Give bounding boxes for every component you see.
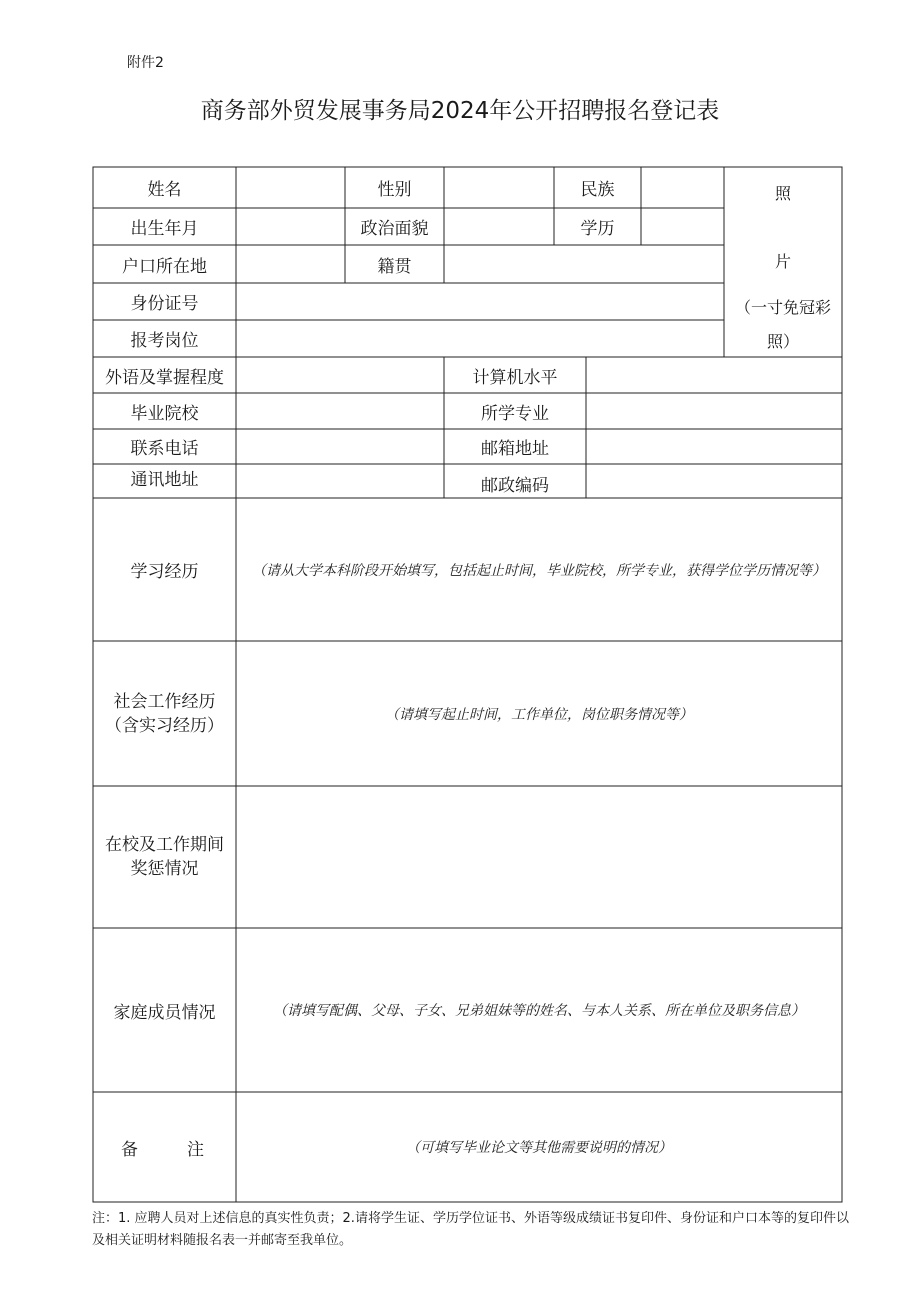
photo-label-line2: 片 bbox=[774, 252, 791, 271]
study-history-field[interactable] bbox=[236, 498, 842, 641]
label-gender: 性别 bbox=[377, 180, 412, 200]
foreign-language-field[interactable] bbox=[236, 357, 444, 393]
photo-label-line4: 照） bbox=[766, 332, 799, 351]
label-id-number: 身份证号 bbox=[130, 294, 199, 314]
label-awards-line1: 在校及工作期间 bbox=[105, 835, 224, 855]
label-email: 邮箱地址 bbox=[481, 439, 549, 459]
postcode-field[interactable] bbox=[586, 464, 842, 498]
label-foreign-language: 外语及掌握程度 bbox=[105, 367, 224, 388]
graduate-school-field[interactable] bbox=[236, 393, 444, 429]
position-field[interactable] bbox=[236, 320, 724, 357]
footnote: 注：1. 应聘人员对上述信息的真实性负责；2.请将学生证、学历学位证书、外语等级成绩证书复印件、身份证和户口本等的复印件以及相关证明材料随报名表一并邮寄至我单位。 bbox=[92, 1211, 849, 1248]
email-field[interactable] bbox=[586, 429, 842, 464]
photo-label-line3: （一寸免冠彩 bbox=[734, 298, 831, 317]
label-work-history bbox=[93, 641, 236, 786]
label-phone: 联系电话 bbox=[130, 439, 199, 459]
hukou-field[interactable] bbox=[236, 245, 345, 283]
label-remarks-part2: 注 bbox=[187, 1139, 204, 1160]
ethnicity-field[interactable] bbox=[641, 167, 724, 208]
label-family: 家庭成员情况 bbox=[113, 1002, 216, 1023]
work-history-hint: （请填写起止时间，工作单位，岗位职务情况等） bbox=[385, 706, 693, 723]
native-place-field[interactable] bbox=[444, 245, 724, 283]
label-study-history: 学习经历 bbox=[130, 562, 199, 582]
label-address: 通讯地址 bbox=[130, 469, 199, 490]
label-birth: 出生年月 bbox=[130, 219, 199, 239]
study-history-hint: （请从大学本科阶段开始填写，包括起止时间，毕业院校，所学专业，获得学位学历情况等） bbox=[252, 562, 826, 579]
remarks-field[interactable] bbox=[236, 1092, 842, 1202]
phone-field[interactable] bbox=[236, 429, 444, 464]
birth-field[interactable] bbox=[236, 208, 345, 245]
label-awards-line2: 奖惩情况 bbox=[130, 859, 199, 879]
gender-field[interactable] bbox=[444, 167, 554, 208]
label-native-place: 籍贯 bbox=[377, 256, 412, 277]
label-graduate-school: 毕业院校 bbox=[130, 403, 199, 424]
label-remarks bbox=[93, 1092, 236, 1202]
label-name: 姓名 bbox=[147, 180, 182, 200]
family-field[interactable] bbox=[236, 928, 842, 1092]
label-major: 所学专业 bbox=[481, 403, 549, 424]
work-history-field[interactable] bbox=[236, 641, 842, 786]
label-remarks-part1: 备 bbox=[121, 1139, 138, 1160]
id-number-field[interactable] bbox=[236, 283, 724, 320]
label-work-history-line2: （含实习经历） bbox=[105, 715, 224, 736]
label-education: 学历 bbox=[580, 219, 615, 239]
photo-label-line1: 照 bbox=[774, 184, 791, 203]
label-ethnicity: 民族 bbox=[580, 180, 615, 200]
education-field[interactable] bbox=[641, 208, 724, 245]
major-field[interactable] bbox=[586, 393, 842, 429]
label-awards bbox=[93, 786, 236, 928]
computer-level-field[interactable] bbox=[586, 357, 842, 393]
label-postcode: 邮政编码 bbox=[481, 475, 549, 496]
photo-box[interactable] bbox=[724, 167, 842, 357]
label-political: 政治面貌 bbox=[360, 219, 429, 239]
label-work-history-line1: 社会工作经历 bbox=[113, 691, 216, 712]
remarks-hint: （可填写毕业论文等其他需要说明的情况） bbox=[406, 1140, 672, 1156]
label-position: 报考岗位 bbox=[130, 331, 199, 351]
label-computer-level: 计算机水平 bbox=[472, 367, 558, 388]
name-field[interactable] bbox=[236, 167, 345, 208]
attachment-label: 附件2 bbox=[127, 55, 164, 71]
political-field[interactable] bbox=[444, 208, 554, 245]
family-hint: （请填写配偶、父母、子女、兄弟姐妹等的姓名、与本人关系、所在单位及职务信息） bbox=[273, 1003, 805, 1019]
awards-field[interactable] bbox=[236, 786, 842, 928]
address-field[interactable] bbox=[236, 464, 444, 498]
page-title: 商务部外贸发展事务局2024年公开招聘报名登记表 bbox=[200, 98, 720, 124]
label-hukou: 户口所在地 bbox=[122, 256, 207, 277]
